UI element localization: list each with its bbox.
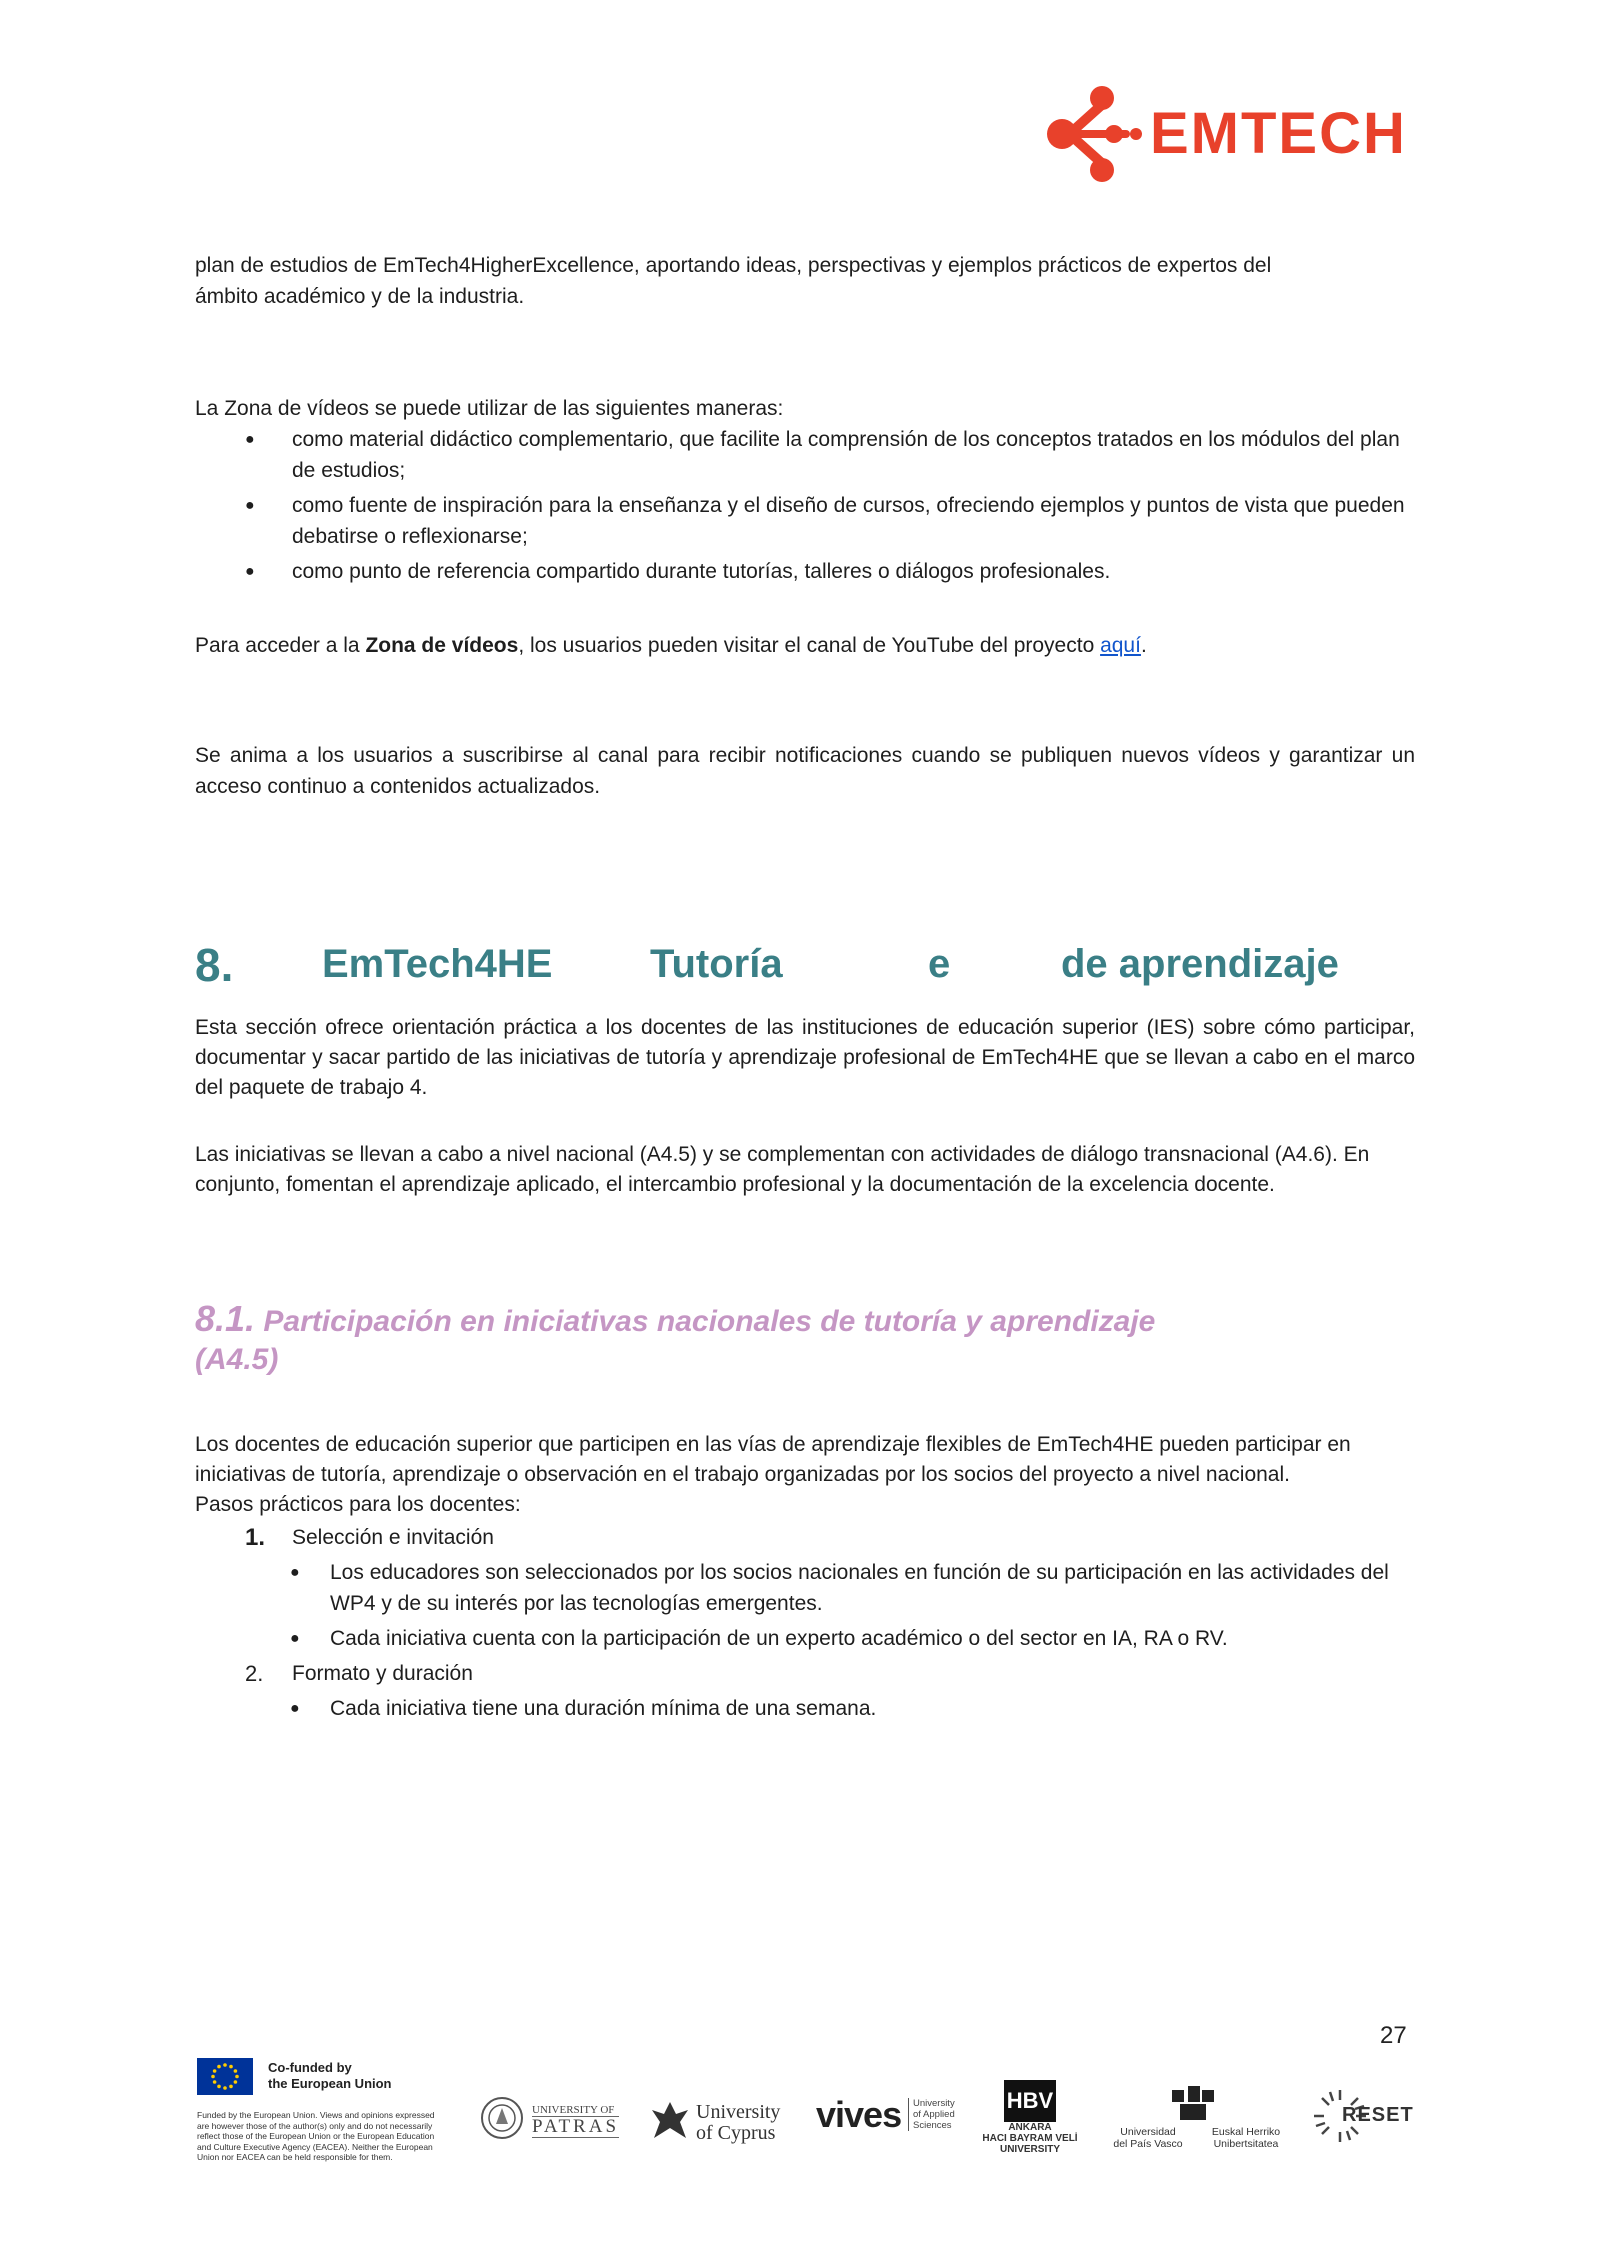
section-8-word-2: Tutoría [650, 942, 783, 986]
vives-sub-2: of Applied [913, 2109, 955, 2120]
patras-line-1: UNIVERSITY OF [532, 2104, 615, 2116]
intro-paragraph [195, 250, 1415, 312]
list-item-text: Cada iniciativa cuenta con la participación de un experto académico o del sector en IA, RA o RV. [330, 1627, 1228, 1650]
emtech-molecule-icon [1040, 80, 1150, 188]
video-zone-access-paragraph [195, 630, 1415, 661]
section-8-word-1: EmTech4HE [322, 942, 553, 986]
vives-sub-3: Sciences [913, 2120, 952, 2131]
eu-label-line-1: Co-funded by [268, 2060, 352, 2075]
upv-line-3: Euskal Herriko [1211, 2126, 1281, 2138]
section-8-number: 8. [195, 939, 234, 991]
hbv-mark: HBV [1004, 2080, 1056, 2122]
section-8-word-3: e [928, 942, 951, 986]
eu-flag-icon [197, 2058, 253, 2095]
bullet-icon: ● [245, 563, 255, 580]
page-number: 27 [1380, 2022, 1407, 2049]
hbv-logo [975, 2080, 1085, 2155]
youtube-channel-link[interactable]: aquí [1100, 634, 1141, 657]
list-item [195, 424, 1415, 486]
bullet-icon: ● [245, 431, 255, 448]
list-item [195, 556, 1415, 587]
section-8-1-paragraph-2: Pasos prácticos para los docentes: [195, 1493, 521, 1516]
step-number: 1. [245, 1524, 266, 1551]
eu-disclaimer: Funded by the European Union. Views and opinions expressed are however those of the author(s) only and do not necessarily reflect those of the European Union or the European Education and Culture Executive Agency (EACEA). Neither the European Union nor EACEA can be held responsible for them. [197, 2110, 435, 2162]
section-8-word-4: de aprendizaje [1061, 942, 1339, 986]
hbv-line-2: HACI BAYRAM VELİ [982, 2133, 1078, 2144]
access-text-mid: , los usuarios pueden visitar el canal de YouTube del proyecto [518, 634, 1101, 657]
video-zone-intro: La Zona de vídeos se puede utilizar de las siguientes maneras: [195, 397, 784, 420]
practical-steps-list [195, 1522, 1415, 1724]
hbv-line-1: ANKARA [1008, 2122, 1052, 2133]
list-item [195, 490, 1415, 552]
intro-line-2: ámbito académico y de la industria. [195, 285, 525, 308]
cyprus-line-1: University [696, 2101, 781, 2123]
section-8-paragraph-1: Esta sección ofrece orientación práctica a los docentes de las instituciones de educación superior (IES) sobre cómo participar, documentar y sacar partido de las iniciativas de tutoría y aprendizaje profesional de EmTech4HE que se llevan a cabo en el marco del paquete de trabajo 4. [195, 1016, 1415, 1099]
list-item [195, 1557, 1415, 1619]
upv-line-2: del País Vasco [1113, 2138, 1183, 2150]
eu-cofunded-label [268, 2060, 392, 2092]
list-item-text: como fuente de inspiración para la enseñanza y el diseño de cursos, ofreciendo ejemplos y puntos de vista que pueden debatirse o reflexionarse; [292, 494, 1405, 548]
video-zone-uses-list [195, 424, 1415, 591]
list-item [195, 1693, 1415, 1724]
list-item [195, 1623, 1415, 1654]
intro-line-1: plan de estudios de EmTech4HigherExcellence, aportando ideas, perspectivas y ejemplos prácticos de expertos del [195, 254, 1272, 277]
bullet-icon: ● [290, 1630, 300, 1647]
access-text-post: . [1140, 634, 1147, 657]
list-item-text: como punto de referencia compartido durante tutorías, talleres o diálogos profesionales. [292, 560, 1111, 583]
list-item-text: como material didáctico complementario, que facilite la comprensión de los conceptos tratados en los módulos del plan de estudios; [292, 428, 1400, 482]
access-text-bold: Zona de vídeos [365, 634, 519, 657]
reset-wordmark: RESET [1342, 2104, 1414, 2126]
step-label: Formato y duración [292, 1662, 473, 1685]
section-8-1-heading [195, 1300, 1395, 1379]
cyprus-line-2: of Cyprus [696, 2122, 776, 2144]
bullet-icon: ● [290, 1564, 300, 1581]
access-text-pre: Para acceder a la [195, 634, 366, 657]
step-number: 2. [245, 1661, 264, 1686]
step-item [195, 1658, 1415, 1689]
patras-line-2: PATRAS [532, 2116, 620, 2137]
emtech-wordmark: EMTECH [1150, 101, 1407, 166]
section-8-paragraph-2: Las iniciativas se llevan a cabo a nivel nacional (A4.5) y se complementan con actividades de diálogo transnacional (A4.6). En conjunto, fomentan el aprendizaje aplicado, el intercambio profesional y la documentación de la excelencia docente. [195, 1143, 1370, 1196]
eu-label-line-2: the European Union [268, 2076, 392, 2091]
patras-seal-icon [480, 2096, 524, 2140]
subscribe-paragraph: Se anima a los usuarios a suscribirse al canal para recibir notificaciones cuando se publiquen nuevos vídeos y garantizar un acceso continuo a contenidos actualizados. [195, 744, 1415, 798]
list-item-text: Cada iniciativa tiene una duración mínima de una semana. [330, 1697, 877, 1720]
upv-line-4: Unibertsitatea [1213, 2138, 1279, 2150]
hbv-line-3: UNIVERSITY [999, 2144, 1060, 2155]
section-8-1-title-line-1: Participación en iniciativas nacionales de tutoría y aprendizaje [263, 1305, 1156, 1338]
vives-wordmark: vives [816, 2094, 902, 2135]
upv-ehu-emblem-icon [1168, 2084, 1218, 2124]
cyprus-emblem-icon [650, 2098, 690, 2142]
section-8-heading [195, 939, 1339, 1002]
upv-line-1: Universidad [1120, 2126, 1176, 2138]
section-8-1-paragraph-1: Los docentes de educación superior que participen en las vías de aprendizaje flexibles de EmTech4HE pueden participar en iniciativas de tutoría, aprendizaje o observación en el trabajo organizadas por los socios del proyecto a nivel nacional. [195, 1433, 1351, 1486]
bullet-icon: ● [245, 497, 255, 514]
step-label: Selección e invitación [292, 1526, 494, 1549]
section-8-1-title-line-2: (A4.5) [195, 1343, 279, 1376]
list-item-text: Los educadores son seleccionados por los socios nacionales en función de su participación en las actividades del WP4 y de su interés por las tecnologías emergentes. [330, 1561, 1389, 1615]
vives-sub-1: University [913, 2098, 955, 2109]
section-8-1-number: 8.1. [195, 1298, 256, 1339]
bullet-icon: ● [290, 1700, 300, 1717]
step-item [195, 1522, 1415, 1553]
